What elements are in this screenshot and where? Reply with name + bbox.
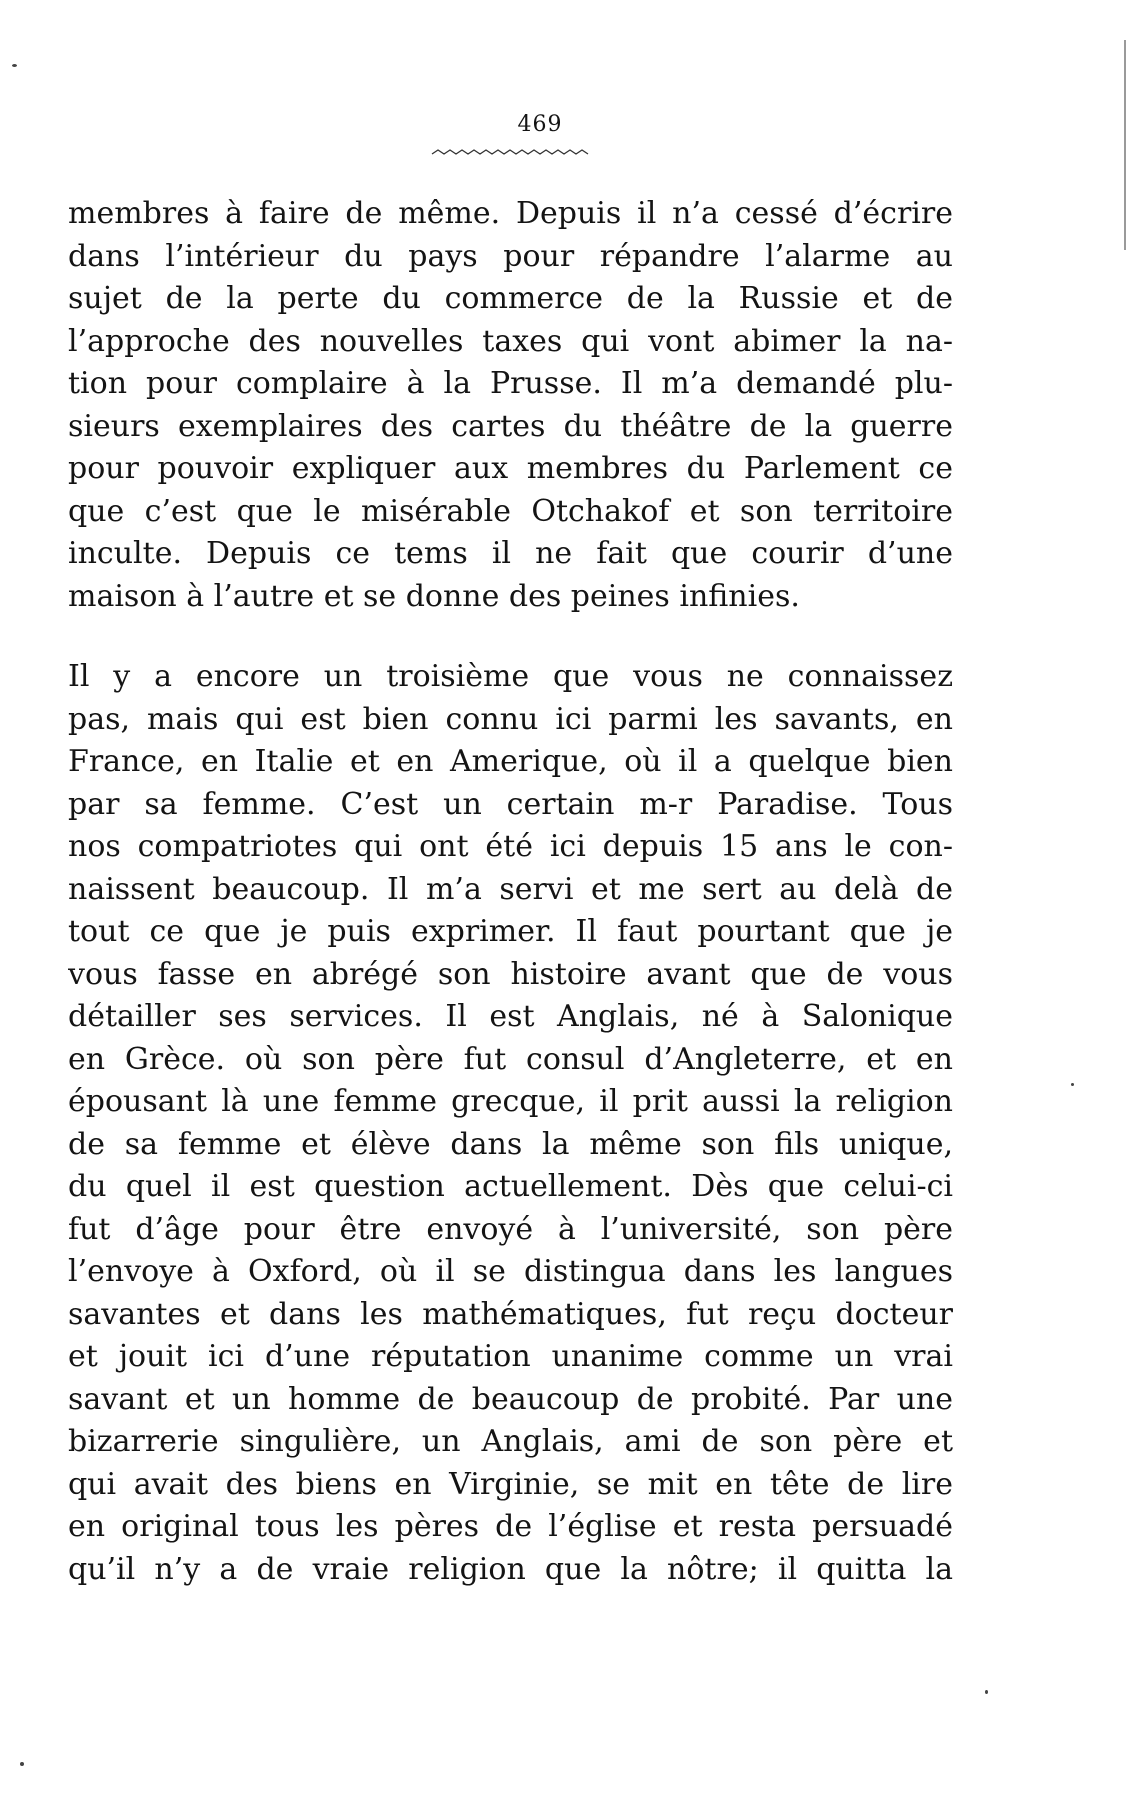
text-line: dans l’intérieur du pays pour répandre l’alarme au: [68, 238, 953, 274]
paragraph-gap: [68, 618, 953, 656]
text-line: vous fasse en abrégé son histoire avant que de vous: [68, 956, 953, 992]
text-line: maison à l’autre et se donne des peines infinies.: [68, 578, 800, 614]
text-line: qui avait des biens en Virginie, se mit en tête de lire: [68, 1466, 953, 1502]
text-line: fut d’âge pour être envoyé à l’université, son père: [68, 1211, 953, 1247]
text-line: tout ce que je puis exprimer. Il faut pourtant que je: [68, 914, 953, 949]
text-line: en original tous les pères de l’église et resta persuadé: [68, 1509, 953, 1544]
text-line: inculte. Depuis ce tems il ne fait que courir d’une: [68, 536, 953, 571]
text-line: l’envoye à Oxford, où il se distingua dans les langues: [68, 1254, 953, 1289]
text-line: du quel il est question actuellement. Dès que celui-ci: [68, 1169, 953, 1204]
page-number: 469: [517, 112, 563, 137]
text-line: en Grèce. où son père fut consul d’Angleterre, et en: [68, 1041, 953, 1077]
text-line: de sa femme et élève dans la même son fils unique,: [68, 1126, 953, 1162]
text-line: épousant là une femme grecque, il prit aussi la religion: [68, 1084, 953, 1119]
scan-speck: [12, 64, 17, 67]
scan-speck: [20, 1762, 24, 1766]
text-line: nos compatriotes qui ont été ici depuis 15 ans le con-: [68, 829, 953, 864]
scan-speck: [985, 1690, 988, 1694]
text-line: pour pouvoir expliquer aux membres du Parlement ce: [68, 451, 953, 486]
text-line: par sa femme. C’est un certain m-r Paradise. Tous: [68, 786, 953, 822]
text-line: que c’est que le misérable Otchakof et son territoire: [68, 493, 953, 529]
text-line: Il y a encore un troisième que vous ne connaissez: [68, 659, 953, 694]
text-line: France, en Italie et en Amerique, où il a quelque bien: [68, 744, 953, 779]
paragraph-2: [68, 656, 953, 1591]
text-line: savant et un homme de beaucoup de probité. Par une: [68, 1381, 953, 1417]
text-line: et jouit ici d’une réputation unanime comme un vrai: [68, 1339, 953, 1374]
text-line: membres à faire de même. Depuis il n’a cessé d’écrire: [68, 196, 953, 231]
page-edge-line: [1124, 40, 1126, 250]
text-line: bizarrerie singulière, un Anglais, ami de son père et: [68, 1424, 953, 1459]
body-text: [68, 193, 953, 1591]
paragraph-1: [68, 193, 953, 618]
text-line: l’approche des nouvelles taxes qui vont abimer la na-: [68, 323, 953, 359]
text-line: savantes et dans les mathématiques, fut reçu docteur: [68, 1296, 953, 1332]
text-line: qu’il n’y a de vraie religion que la nôtre; il quitta la: [68, 1551, 953, 1587]
text-line: sujet de la perte du commerce de la Russie et de: [68, 281, 953, 316]
text-line: sieurs exemplaires des cartes du théâtre de la guerre: [68, 408, 953, 444]
text-line: pas, mais qui est bien connu ici parmi les savants, en: [68, 701, 953, 737]
text-line: tion pour complaire à la Prusse. Il m’a demandé plu-: [68, 366, 953, 401]
wavy-rule-ornament: [430, 148, 590, 158]
text-line: naissent beaucoup. Il m’a servi et me sert au delà de: [68, 871, 953, 907]
scan-speck: [1071, 1083, 1074, 1086]
text-line: détailler ses services. Il est Anglais, né à Salonique: [68, 999, 953, 1034]
